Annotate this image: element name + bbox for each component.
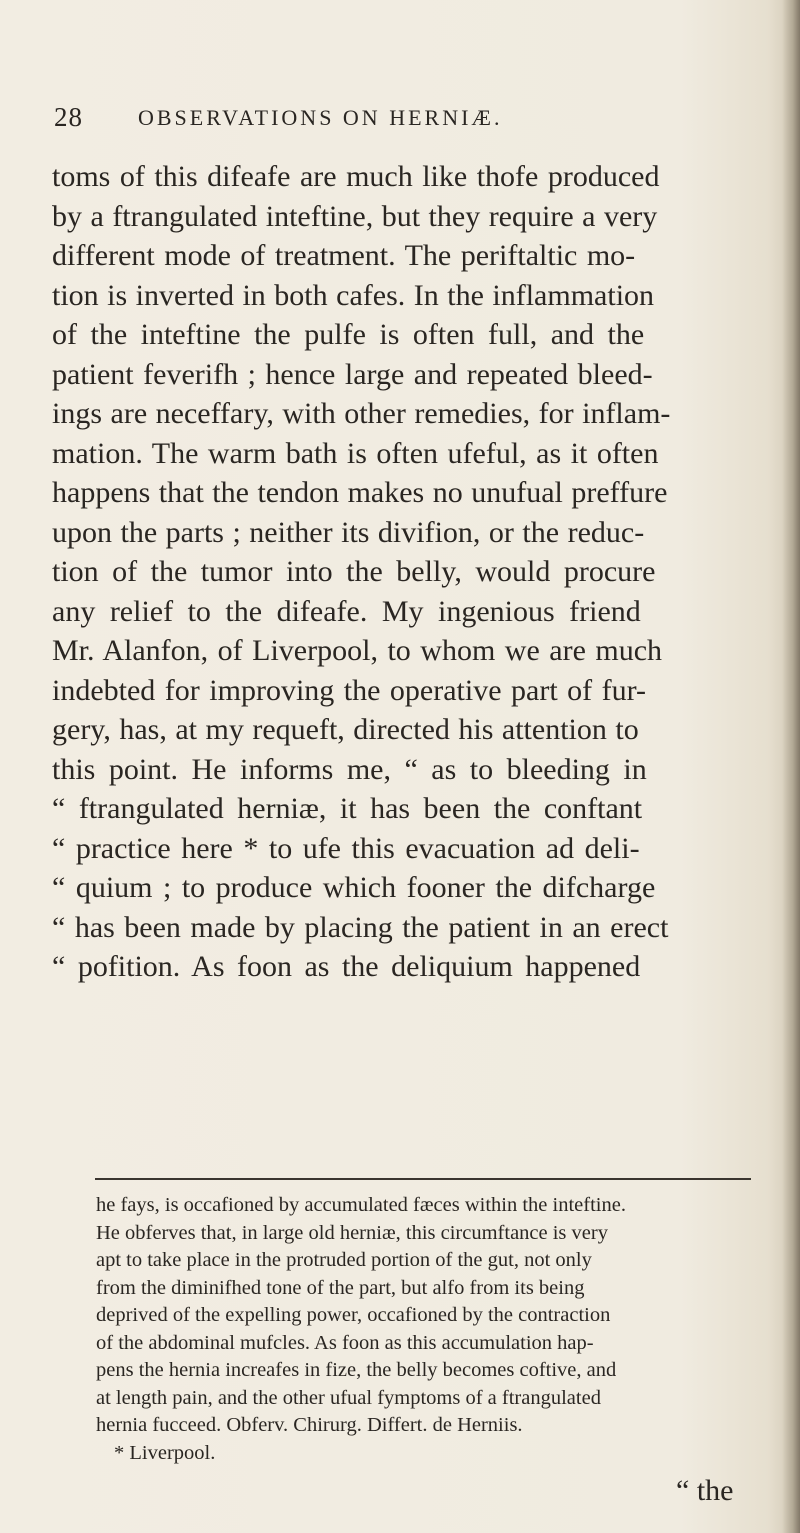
text-line: “ practice here * to ufe this evacuation ad deli-	[52, 831, 640, 865]
text-line: of the inteftine the pulfe is often full, and the	[52, 318, 645, 351]
text-line: toms of this difeafe are much like thofe produced	[52, 160, 660, 193]
footnote-line: He obferves that, in large old herniæ, this circumftance is very	[96, 1221, 608, 1244]
text-line: patient feverifh ; hence large and repeated bleed-	[52, 357, 653, 391]
page-number: 28	[54, 102, 83, 132]
text-line: by a ftrangulated inteftine, but they require a very	[52, 199, 658, 233]
footnote-line: pens the hernia increafes in fize, the belly becomes coftive, and	[96, 1359, 617, 1381]
text-line: happens that the tendon makes no unufual preffure	[52, 476, 668, 509]
text-line: “ ftrangulated herniæ, it has been the conftant	[52, 792, 643, 825]
text-line: ings are neceffary, with other remedies, for inflam-	[52, 397, 671, 430]
text-line: gery, has, at my requeft, directed his attention to	[52, 713, 639, 746]
text-line: any relief to the difeafe. My ingenious friend	[52, 594, 641, 628]
footnote-line: * Liverpool.	[114, 1441, 216, 1464]
footnote-line: apt to take place in the protruded portion of the gut, not only	[96, 1249, 592, 1271]
text-line: Mr. Alanfon, of Liverpool, to whom we are much	[52, 634, 663, 667]
footnote-line: hernia fucceed. Obferv. Chirurg. Differt. de Herniis.	[96, 1414, 523, 1436]
footnote-line: deprived of the expelling power, occafioned by the contraction	[96, 1304, 611, 1326]
page-edge-shadow	[782, 0, 800, 1533]
text-line: different mode of treatment. The periftaltic mo-	[52, 239, 636, 272]
page-header	[54, 102, 754, 142]
text-line: “ quium ; to produce which fooner the difcharge	[52, 871, 656, 904]
text-line: indebted for improving the operative part of fur-	[52, 673, 647, 707]
text-line: “ pofition. As foon as the deliquium happened	[52, 950, 641, 983]
footnote-line: he fays, is occafioned by accumulated fæces within the inteftine.	[96, 1194, 626, 1216]
text-line: tion of the tumor into the belly, would procure	[52, 555, 656, 588]
text-line: this point. He informs me, “ as to bleeding in	[52, 752, 647, 786]
body-text	[52, 157, 742, 987]
text-line: upon the parts ; neither its divifion, or the reduc-	[52, 515, 645, 549]
footnote-line: at length pain, and the other ufual fymptoms of a ftrangulated	[96, 1386, 601, 1409]
text-line: “ has been made by placing the patient in an erect	[52, 910, 669, 944]
footnote-line: from the diminifhed tone of the part, but alfo from its being	[96, 1276, 585, 1299]
running-head: OBSERVATIONS ON HERNIÆ.	[138, 105, 503, 130]
footnote-line: of the abdominal mufcles. As foon as this accumulation hap-	[96, 1331, 594, 1354]
footnote-rule	[95, 1178, 751, 1180]
text-line: tion is inverted in both cafes. In the inflammation	[52, 278, 655, 312]
catchword: “ the	[676, 1474, 734, 1507]
text-line: mation. The warm bath is often ufeful, as it often	[52, 436, 659, 470]
footnote	[96, 1192, 756, 1467]
